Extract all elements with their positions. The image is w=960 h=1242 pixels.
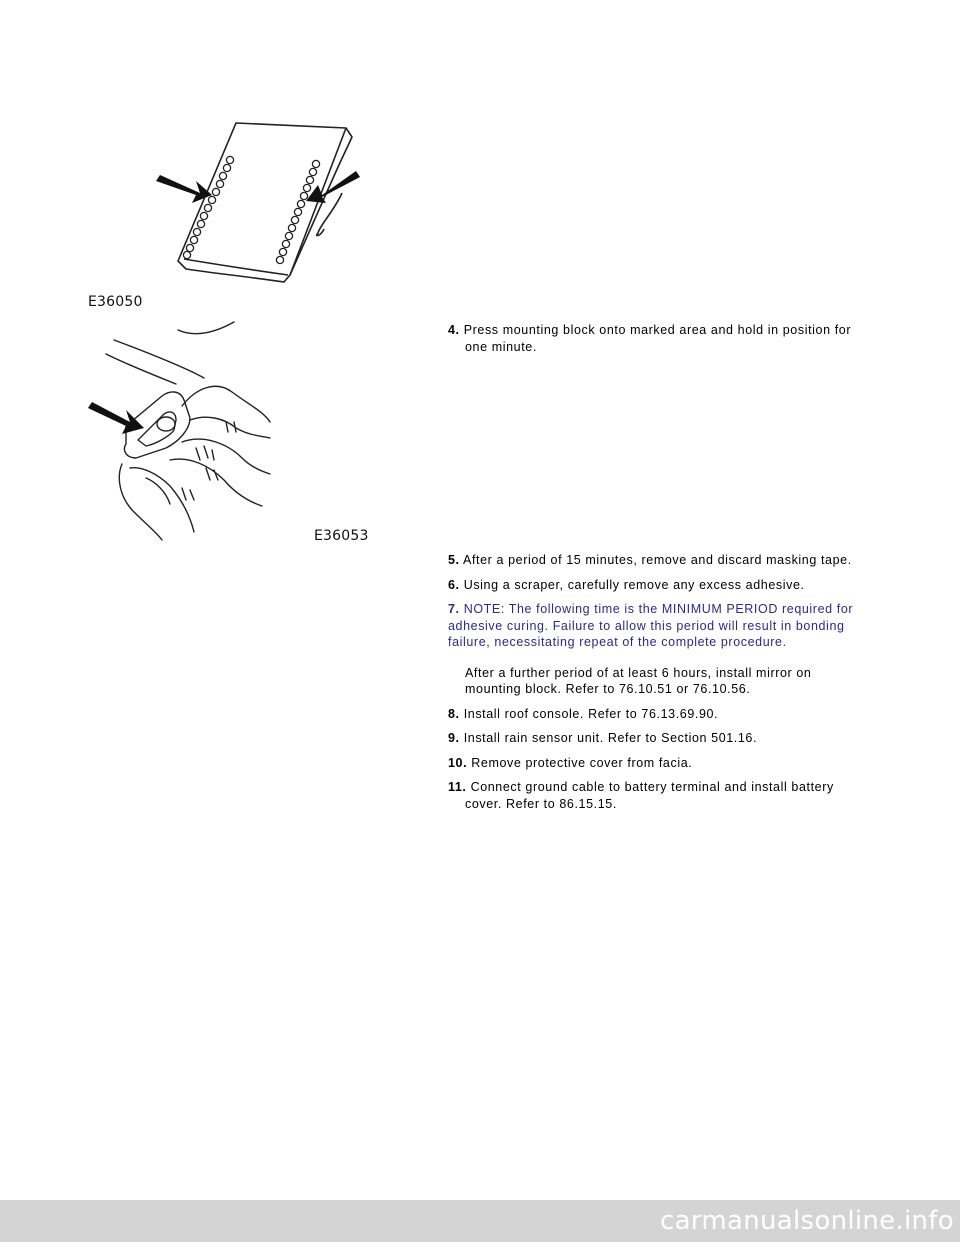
figure-hand-press (86, 318, 286, 543)
step-6: 6. Using a scraper, carefully remove any excess adhesive. (448, 577, 805, 592)
watermark-text: carmanualsonline.info (659, 1206, 954, 1236)
procedure-steps-continued (448, 552, 868, 812)
step-9: 9. Install rain sensor unit. Refer to Section 501.16. (448, 731, 758, 745)
step-11: 11. Connect ground cable to battery terminal and install battery cover. Refer to 86.15.15. (448, 780, 834, 811)
mounting-block-adhesive-diagram-icon (150, 115, 370, 285)
step-7-note: 7. NOTE: The following time is the MINIMUM PERIOD required for adhesive curing. Failure to allow this period will result in bonding failure, necessitating repeat of the complete procedure. (448, 602, 854, 649)
figure-label: E36053 (314, 528, 369, 544)
step-4: 4. Press mounting block onto marked area and hold in position for one minute. (448, 323, 852, 354)
step-7-text: After a further period of at least 6 hours, install mirror on mounting block. Refer to 76.10.51 or 76.10.56. (465, 665, 812, 696)
step-5: 5. After a period of 15 minutes, remove and discard masking tape. (448, 553, 852, 567)
step-8: 8. Install roof console. Refer to 76.13.69.90. (448, 706, 719, 721)
procedure-steps (448, 322, 868, 355)
watermark-footer (0, 1200, 960, 1242)
hand-pressing-mounting-block-diagram-icon (86, 318, 286, 543)
figure-label: E36050 (88, 294, 143, 310)
step-10: 10. Remove protective cover from facia. (448, 755, 693, 770)
figure-mounting-block (150, 115, 370, 285)
